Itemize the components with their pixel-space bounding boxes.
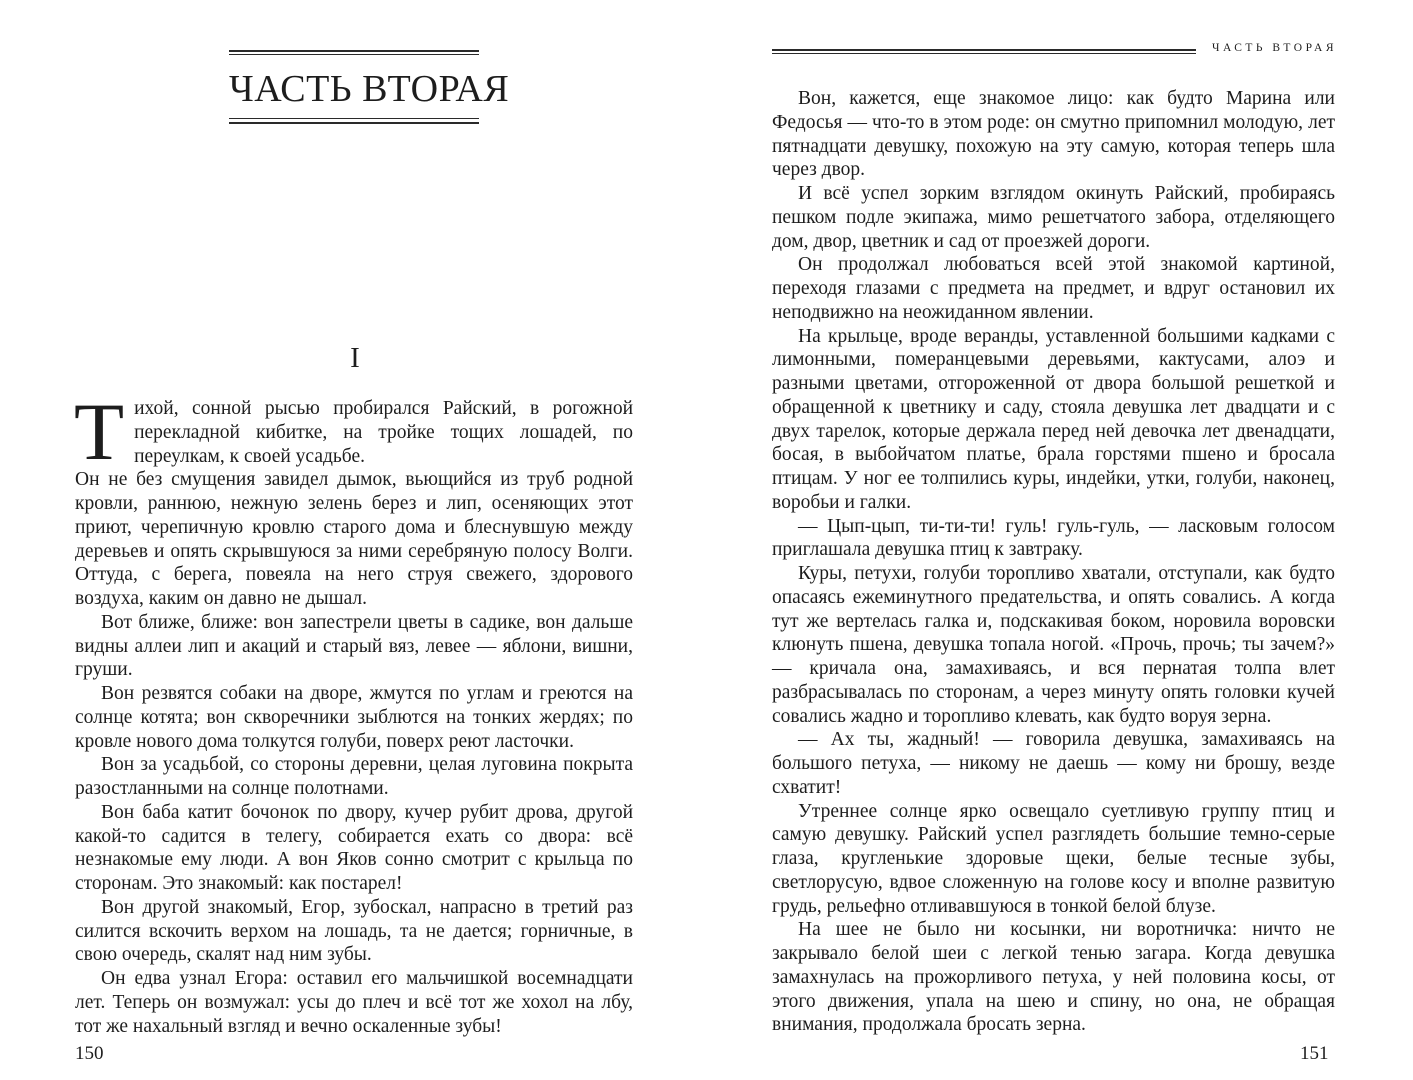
- paragraph: — Цып-цып, ти-ти-ти! гуль! гуль-гуль, — ласковым голосом приглашала девушка птиц к завтраку.: [772, 515, 1335, 561]
- paragraph: Он едва узнал Егора: оставил его мальчишкой восемнадцати лет. Теперь он возмужал: усы до плеч и всё тот же хохол на лбу, тот же нахальный взгляд и вечно оскаленные зубы!: [75, 968, 633, 1037]
- paragraph: Вон другой знакомый, Егор, зубоскал, напрасно в третий раз силится вскочить верхом на лошадь, та не дается; горничные, в свою очередь, скалят над ним зубы.: [75, 896, 633, 966]
- paragraph: И всё успел зорким взглядом окинуть Райский, пробираясь пешком подле экипажа, мимо решетчатого забора, отделяющего дом, двор, цветник и сад от проезжей дороги.: [772, 183, 1335, 252]
- opening-paragraph: [74, 386, 633, 477]
- running-head-rule: [772, 49, 1196, 51]
- paragraph: Куры, петухи, голуби торопливо хватали, отступали, как будто опасаясь ежеминутного предательства, и опять совались. А когда тут же вертелась галка и, подскакивая боком, норовила воровски клюнуть пшена, девушка топала ногой. «Прочь, прочь; ты зачем?» — кричала она, замахиваясь, и вся пернатая толпа влет разбрасывалась по сторонам, а через минуту опять головки кучей совались жадно и торопливо клевать, как будто воруя зерна.: [772, 563, 1335, 727]
- right-body-text: [772, 87, 1335, 1037]
- paragraph: На крыльце, вроде веранды, уставленной большими кадками с лимонными, померанцевыми деревьями, кактусами, алоэ и разными цветами, отгороженной от двора большой решеткой и обращенной к цветнику и саду, стояла девушка лет двадцати и с двух тарелок, которые держала перед ней девочка лет двенадцати, босая, в выбойчатом платье, брала горстями пшено и бросала птицам. У ног ее толпились куры, индейки, утки, голуби, наконец, воробьи и галки.: [772, 325, 1335, 513]
- title-rule-top-thin: [229, 54, 479, 55]
- drop-cap: Т: [74, 386, 125, 477]
- left-body-text: [74, 386, 633, 1038]
- opening-paragraph-text: ихой, сонной рысью пробирался Райский, в рогожной перекладной кибитке, на тройке тощих лошадей, по переулкам, к своей усадьбе.: [134, 398, 633, 467]
- paragraph: На шее не было ни косынки, ни воротничка: ничто не закрывало белой шеи с легкой тенью загара. Когда девушка замахнулась на прожорливого петуха, у ней половина косы, от этого движения, упала на шею и спину, но она, не обращая внимания, продолжала бросать зерна.: [772, 919, 1335, 1036]
- paragraph: Он не без смущения завидел дымок, вьющийся из труб родной кровли, раннюю, нежную зелень берез и лип, осеняющих этот приют, черепичную кровлю старого дома и блеснувшую между деревьев и опять скрывшуюся за ними серебряную полосу Волги. Оттуда, с берега, повеяла на него струя свежего, здорового воздуха, каким он давно не дышал.: [75, 469, 633, 609]
- chapter-number: I: [350, 342, 360, 374]
- paragraph: Вон, кажется, еще знакомое лицо: как будто Марина или Федосья — что-то в этом роде: он смутно припомнил молодую, лет пятнадцати девушку, похожую на эту самую, которая теперь шла через двор.: [772, 88, 1335, 181]
- page-number-right: 151: [1300, 1043, 1329, 1064]
- paragraph: Вон резвятся собаки на дворе, жмутся по углам и греются на солнце котята; вон скворечники зыблются на тонких жердях; по кровле нового дома толкутся голуби, поверх реют ласточки.: [75, 683, 633, 752]
- paragraph: Утреннее солнце ярко освещало суетливую группу птиц и самую девушку. Райский успел разглядеть большие темно-серые глаза, кругленькие здоровые щеки, белые тесные зубы, светлорусую, вдвое сложенную на голове косу и вполне развитую грудь, рельефно отливавшуюся в тонкой белой блузе.: [772, 800, 1335, 917]
- paragraph: Вон за усадьбой, со стороны деревни, целая луговина покрыта разостланными на солнце полотнами.: [75, 754, 633, 799]
- title-rule-top: [229, 50, 479, 52]
- paragraph: — Ах ты, жадный! — говорила девушка, замахиваясь на большого петуха, — никому не даешь — кому ни брошу, везде схватит!: [772, 729, 1335, 798]
- running-head-rule-thin: [772, 53, 1196, 54]
- paragraph: Вон баба катит бочонок по двору, кучер рубит дрова, другой какой-то садится в телегу, собирается ехать со двора: всё незнакомые ему люди. А вон Яков сонно смотрит с крыльца по сторонам. Это знакомый: как постарел!: [75, 801, 633, 894]
- title-rule-bottom-thin: [229, 118, 479, 119]
- running-head: ЧАСТЬ ВТОРАЯ: [1212, 42, 1337, 54]
- paragraph: Вот ближе, ближе: вон запестрели цветы в садике, вон дальше видны аллеи лип и акаций и старый вяз, левее — яблони, вишни, груши.: [75, 611, 633, 681]
- paragraph: Он продолжал любоваться всей этой знакомой картиной, переходя глазами с предмета на предмет, и вдруг остановил их неподвижно на неожиданном явлении.: [772, 254, 1335, 323]
- page-number-left: 150: [75, 1043, 104, 1064]
- title-rule-bottom: [229, 122, 479, 124]
- part-title: ЧАСТЬ ВТОРАЯ: [229, 68, 510, 110]
